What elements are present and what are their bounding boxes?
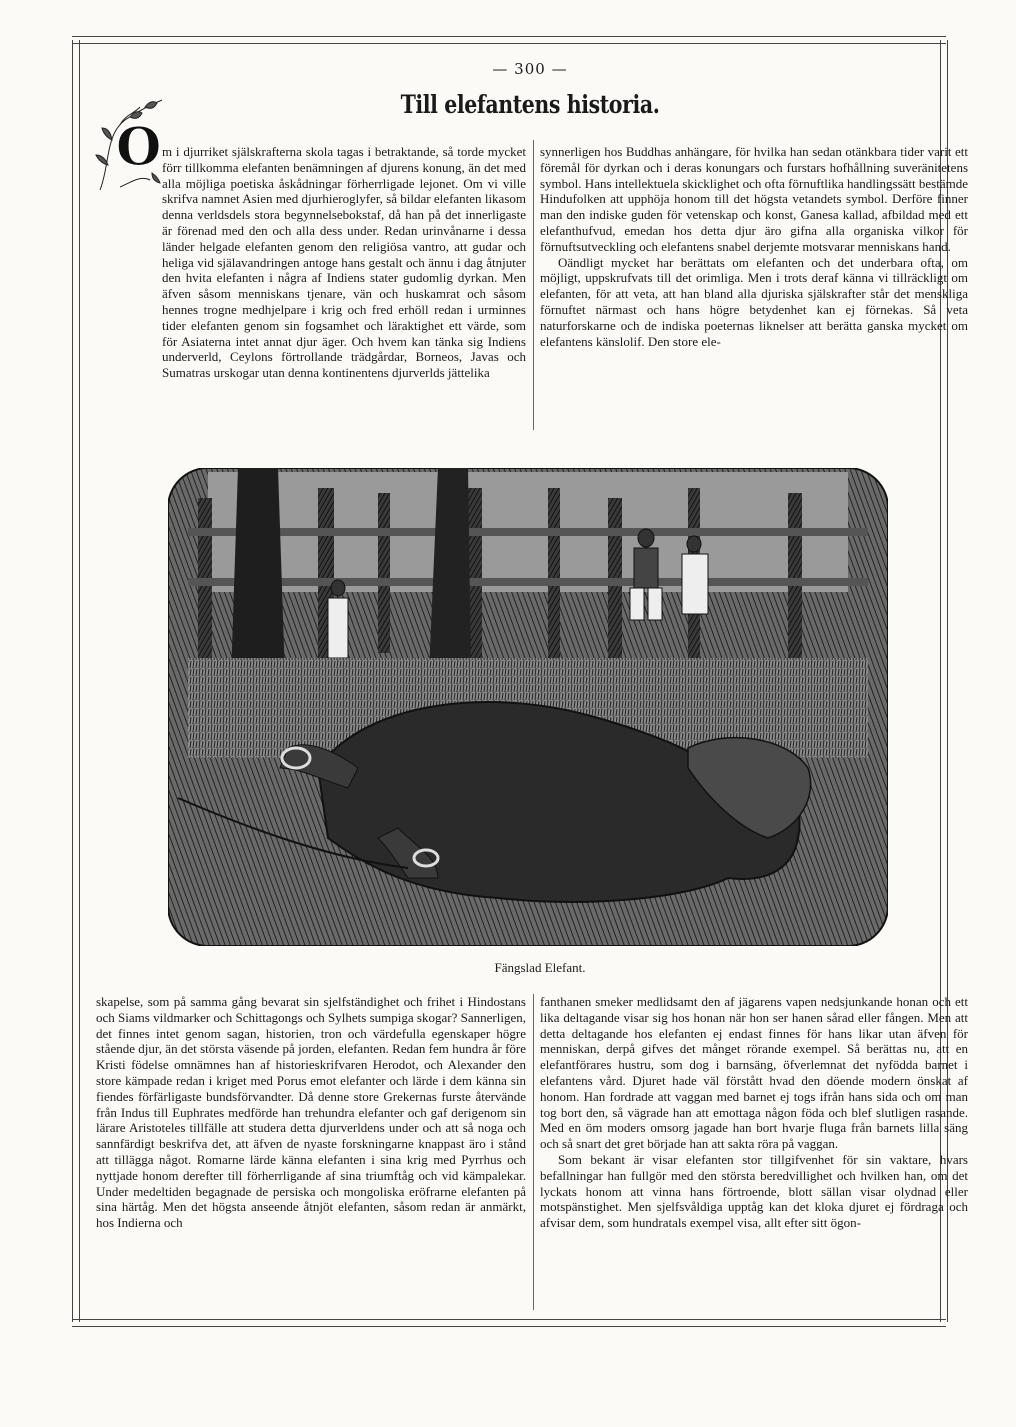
column-top-left xyxy=(96,144,526,381)
column-bottom-right xyxy=(540,994,968,1231)
paragraph: fanthanen smeker medlidsamt den af jägarens vapen nedsjunkande honan och ett lika deltagande visar sig hos honan när hon ser hanen sårad eller fången. Men att detta deltagande hos elefanten ej endast finnes för hans likar utan äfven för menniskan, derpå gifves det månget rörande exempel. Så berättas nu, att en elefantförares hustru, som dog i barnsäng, öfverlemnat det nyfödda barnet i elefantens vård. Djuret hade väl förstått hvad den döende modern önskat af honom. Han fordrade att vaggan med barnet ej togs ifrån hans sida och om man tog bort den, så vägrade han att emottaga någon föda och blef slutligen rasande. Med en öm moders omsorg jagade han bort hvarje fluga från barnets lilla säng och så snart det gret började han att sakta röra på vaggan. xyxy=(540,994,968,1152)
drop-cap-letter: O xyxy=(116,117,162,178)
page-number: — 300 — xyxy=(492,60,568,78)
paragraph: m i djurriket själskrafterna skola tagas i betraktande, så torde mycket förr tillkomma elefanten benämningen af djurens konung, än det med alla möjliga poetiska åskådningar förherrligade lejonet. Om vi ville skrifva namnet Asien med djurhieroglyfer, så bildar elefanten likasom denna verldsdels stora begynnelsebokstaf, då han på det innerligaste är förenad med den och alla dess under. Redan urinvånarne i dessa länder helgade elefanten genom den religiösa vantro, att gudar och heliga vid själavandringen antoge hans gestalt och ännu i dag åtnjuter den hvita elefanten i några af Indiens stater gudomlig dyrkan. Men äfven såsom menniskans tjenare, vän och huskamrat och såsom hennes trogne medhjelpare i krig och fred erhöll redan i urminnes tider elefanten genom sin fogsamhet och läraktighet ett värde, som för Asiaterna intet annat djur äger. Och hvem kan tänka sig Indiens underverld, Ceylons förtrollande trädgårdar, Borneos, Javas och Sumatras urskogar utan denna kontinentens djurverlds jättelika xyxy=(162,144,526,381)
page-frame-left xyxy=(72,40,80,1322)
paragraph: Som bekant är visar elefanten stor tillgifvenhet för sin vaktare, hvars befallningar han fullgör med den största beredvillighet och hvilken han, om det lyckats honom att vinna hans förtroende, blott sällan visar olydnad eller motspänstighet. Men sjelfsvåldiga upptåg kan det kloka djuret ej fördraga och afvisar dem, som hundratals exempel visa, allt efter sitt ögon- xyxy=(540,1151,968,1231)
page-frame-bottom xyxy=(72,1319,946,1327)
column-rule-bottom xyxy=(533,994,534,1310)
paragraph: synnerligen hos Buddhas anhängare, för hvilka han sedan otänkbara tider varit ett föremål för dyrkan och i deras konungars och furstars hofhållning suveränitetens symbol. Hans intellektuela skicklighet och ofta förnuftlika handlingssätt bestämde Hindufolken att upphöja honom till det högsta vetandets symbol. Derföre finner man den indiske guden för vetenskap och konst, Ganesa kallad, afbildad med ett elefanthufvud, emedan hos detta djur äro gifna alla organiska vilkor för förnuftsutveckling och elefantens snabel derjemte motsvarar menniskans hand. xyxy=(540,144,968,254)
illustration-caption: Fängslad Elefant. xyxy=(494,960,586,975)
column-bottom-left xyxy=(96,994,526,1231)
paragraph: skapelse, som på samma gång bevarat sin sjelfständighet och frihet i Hindostans och Siams vildmarker och Schittagongs och Sylhets sumpiga skogar? Sannerligen, det finnes intet genom sagan, historien, tron och värdefulla egenskaper högre stående djur, än det största väsende på jorden, elefanten. Redan fem hundra år före Kristi födelse omnämnes han af historieskrifvaren Herodot, och Alexander den store kämpade redan i kriget med Porus emot elefanter och lärde i dem känna sin fiendes förfärligaste bundsförvandter. Då denne store Grekernas furste återvände från Indus till Euphrates medförde han trehundra elefanter och gaf derigenom sin lärare Aristoteles tillfälle att studera detta djurverldens under och att så noga och sannfärdigt beskrifva det, att äfven de nyaste forskningarne knappast äro i stånd att tillägga något. Romarne lärde känna elefanten i sina krig med Pyrrhus och nyttjade honom derefter till förherrligande af sina triumftåg och vid kämpalekar. Under medeltiden begagnade de persiska och mongoliska eröfrarne elefanten på sina härtåg. Men det högsta anseende åtnjöt elefanten, såsom redan är anmärkt, hos Indierna och xyxy=(96,994,526,1231)
column-rule-top xyxy=(533,140,534,430)
page-frame-top xyxy=(72,36,946,44)
paragraph: Oändligt mycket har berättats om elefanten och det underbara ofta, om möjligt, uppskrufvats till det orimliga. Men i trots deraf känna vi tillräckligt om elefanten, för att veta, att han bland alla djuriska själskrafter står det menskliga förnuftet närmast och hans högre betydenhet kan ej förnekas. Så veta naturforskarne och de indiska poeternas liknelser att berätta ganska mycket om elefantens känslolif. Den store ele- xyxy=(540,254,968,349)
captured-elephant-engraving xyxy=(168,468,888,946)
column-top-right xyxy=(540,144,968,349)
article-title: Till elefantens historia. xyxy=(400,90,660,119)
